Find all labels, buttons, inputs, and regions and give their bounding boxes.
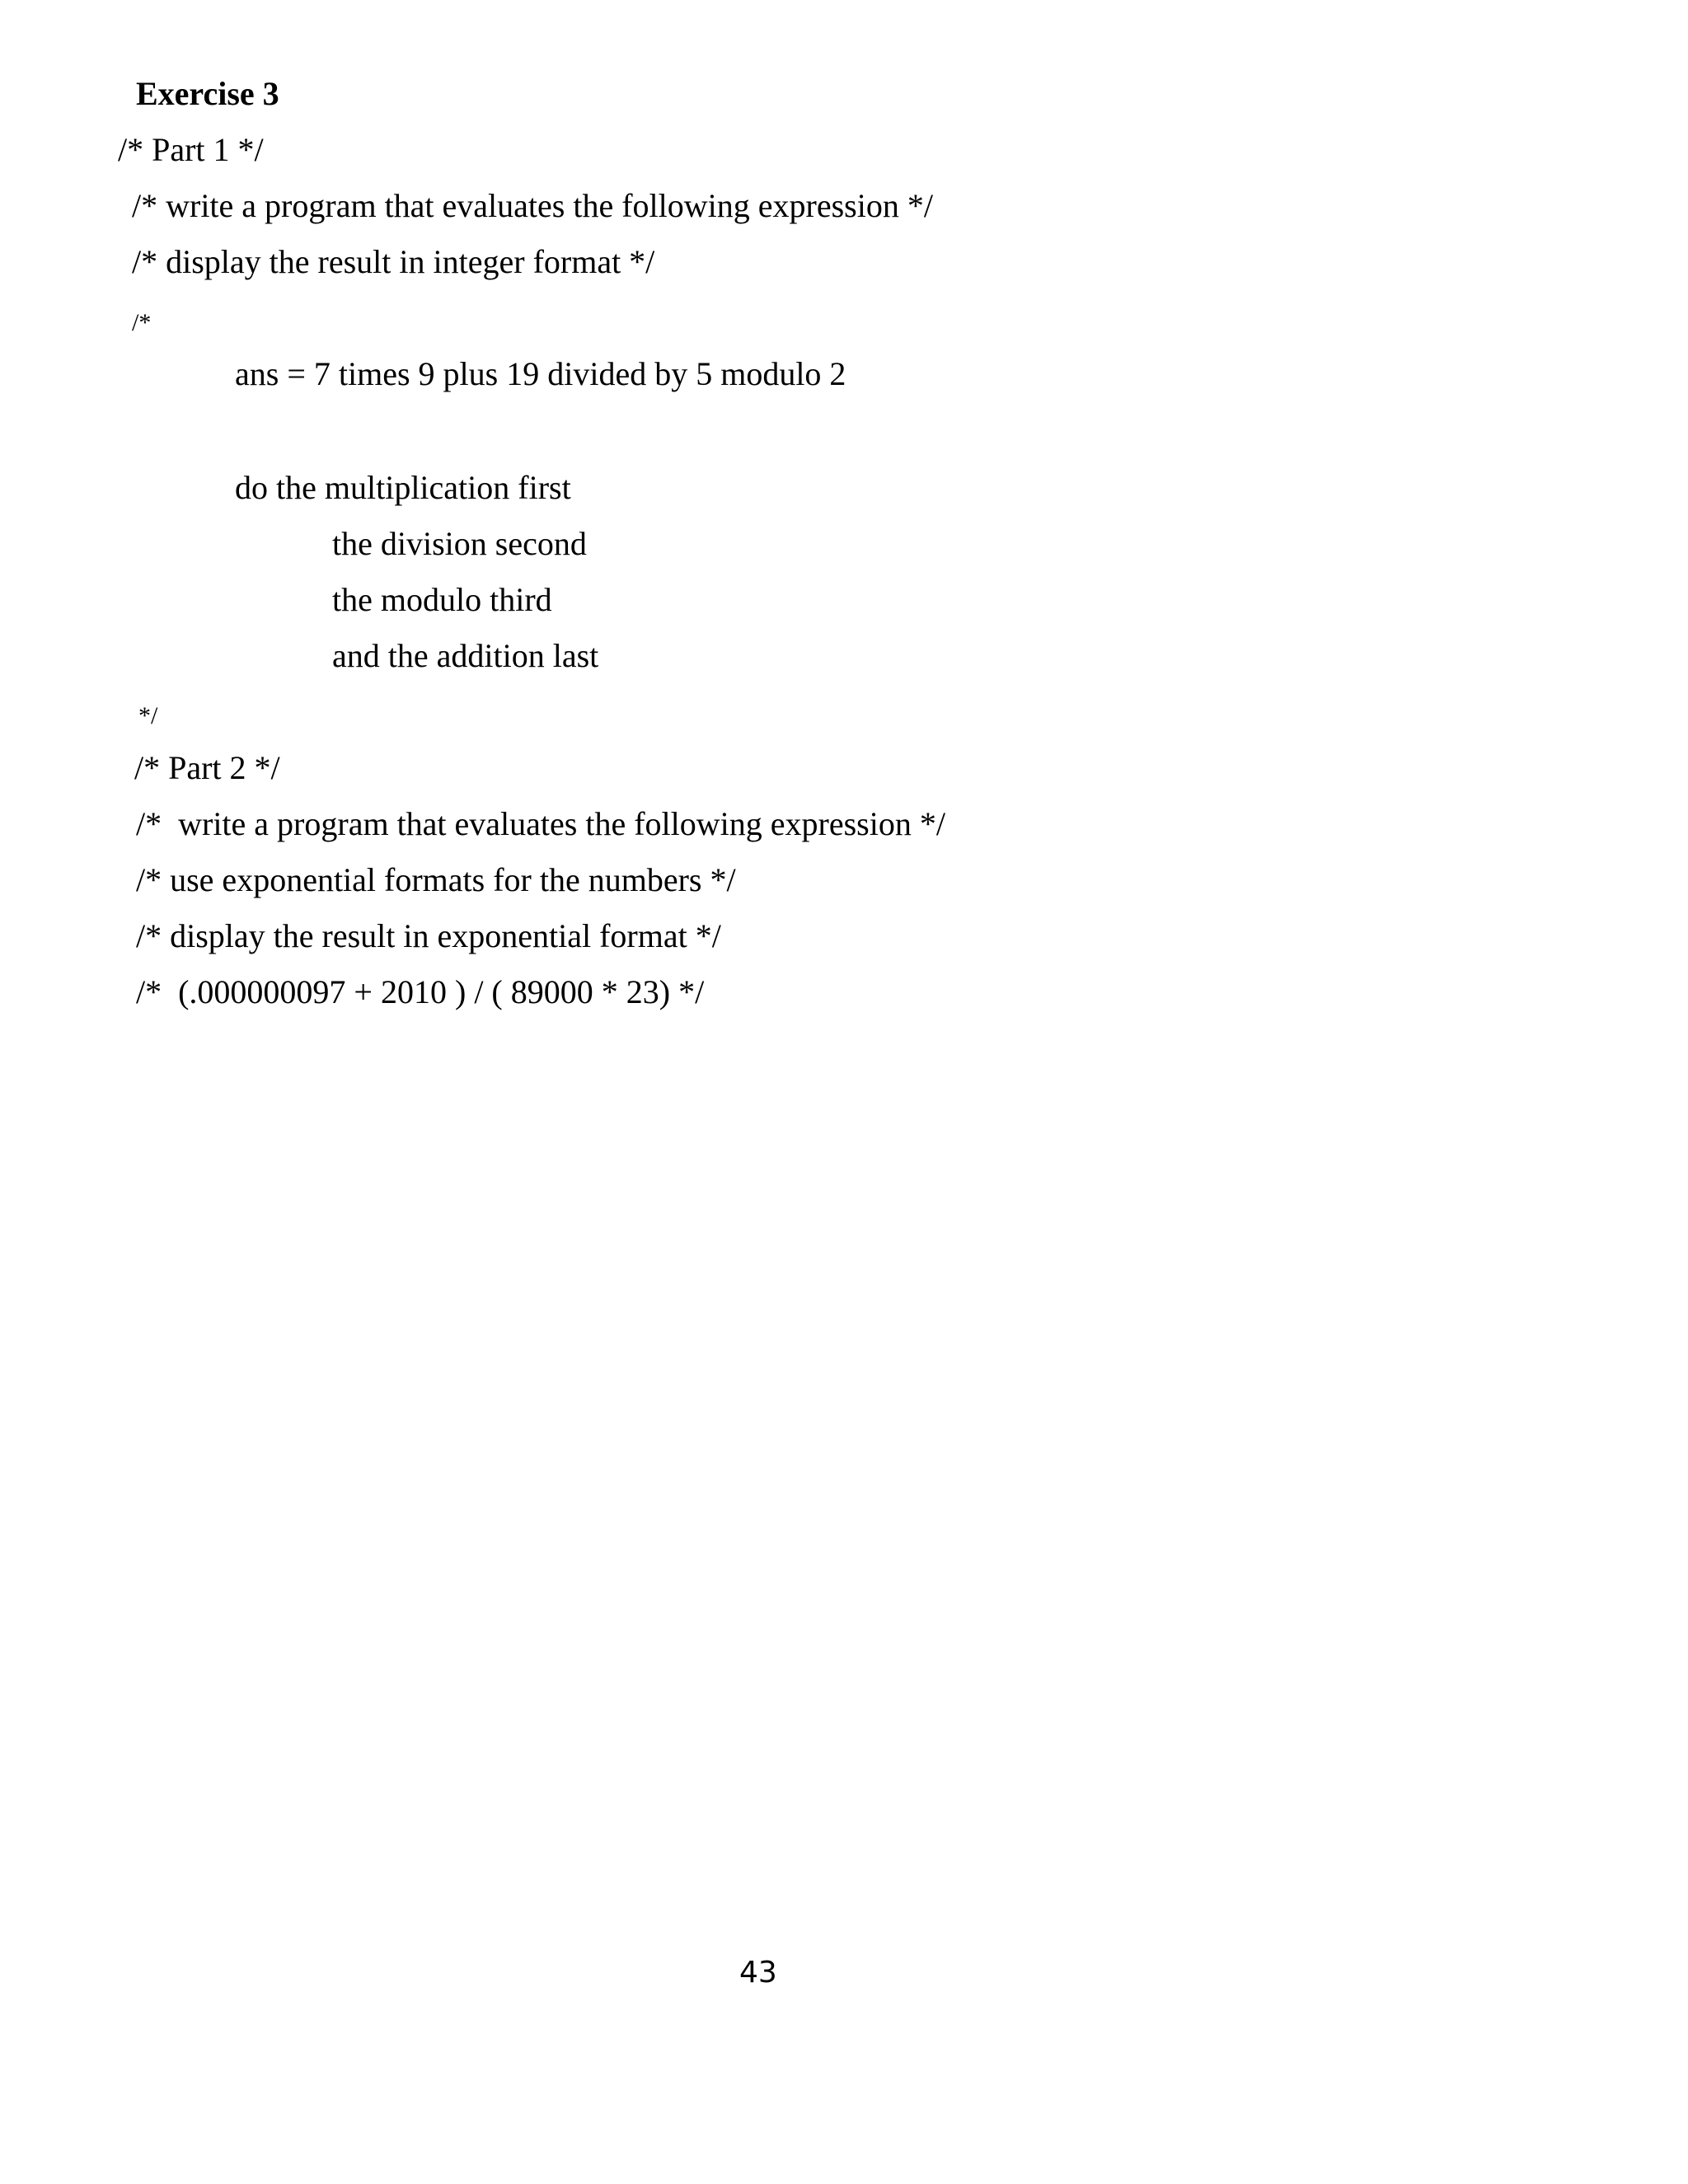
part1-step-3: the modulo third (332, 581, 552, 618)
part1-step-1: do the multiplication first (235, 469, 571, 506)
part1-step-2: the division second (332, 525, 587, 562)
part1-comment-open: /* (132, 309, 152, 336)
exercise-title: Exercise 3 (136, 75, 279, 112)
part2-comment-line-3: /* display the result in exponential format */ (136, 917, 721, 954)
part1-comment-line-1: /* write a program that evaluates the following expression */ (132, 187, 933, 224)
part1-header: /* Part 1 */ (118, 131, 264, 168)
page-number: 43 (739, 1956, 777, 1990)
part1-comment-close: */ (138, 702, 158, 729)
part2-comment-line-1: /* write a program that evaluates the following expression */ (136, 805, 945, 842)
part1-comment-line-2: /* display the result in integer format */ (132, 243, 655, 280)
part2-comment-line-4: /* (.000000097 + 2010 ) / ( 89000 * 23) */ (136, 973, 705, 1010)
part1-step-4: and the addition last (332, 637, 599, 674)
part1-expression: ans = 7 times 9 plus 19 divided by 5 modulo 2 (235, 355, 846, 392)
part2-comment-line-2: /* use exponential formats for the numbers */ (136, 861, 736, 898)
part2-header: /* Part 2 */ (134, 749, 280, 786)
